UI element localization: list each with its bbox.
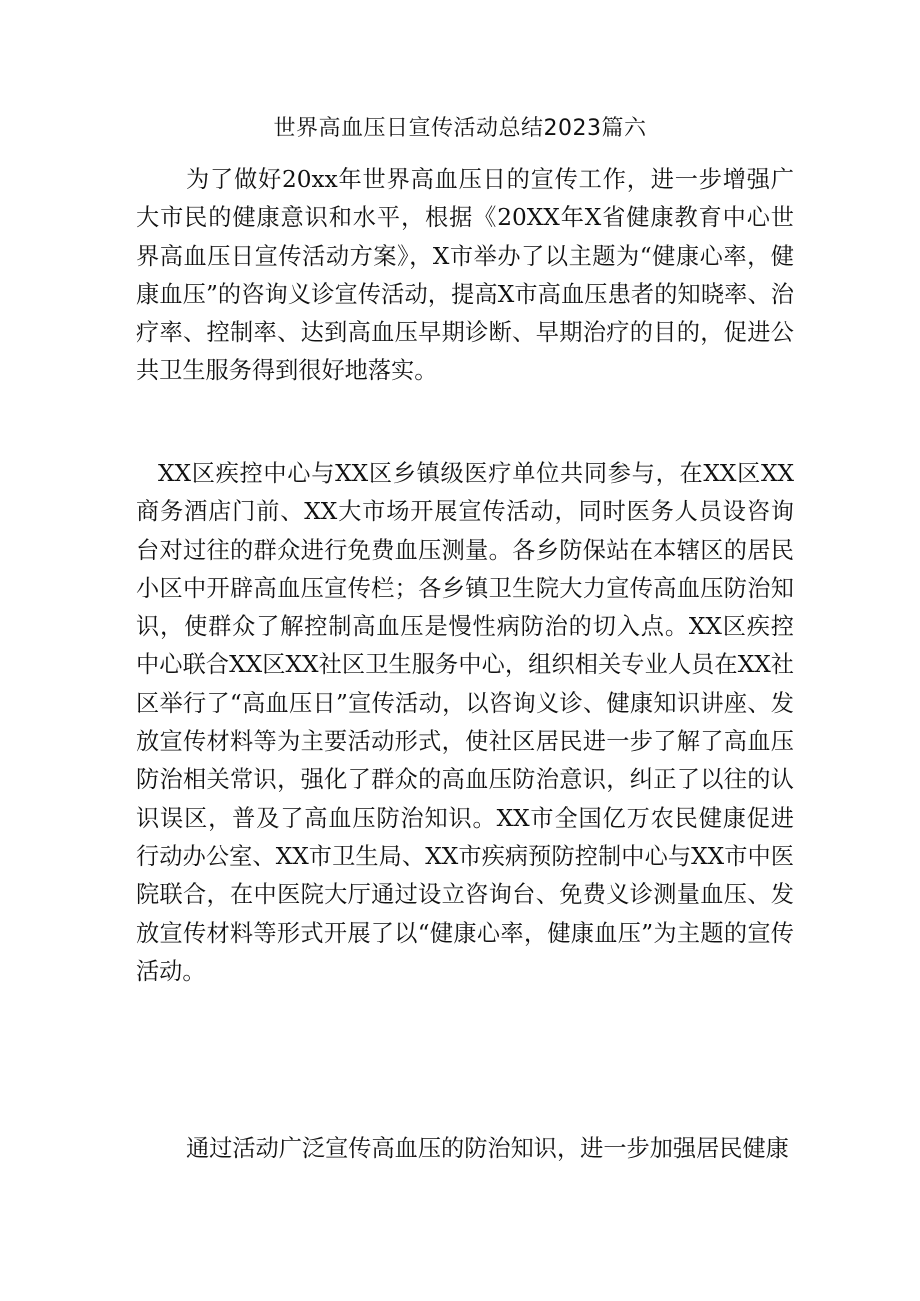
- paragraph-intro: 为了做好20xx年世界高血压日的宣传工作，进一步增强广大市民的健康意识和水平，根据《20XX年X省健康教育中心世界高血压日宣传活动方案》，X市举办了以主题为“健康心率，健康血压”的咨询义诊宣传活动，提高X市高血压患者的知晓率、治疗率、控制率、达到高血压早期诊断、早期治疗的目的，促进公共卫生服务得到很好地落实。: [136, 166, 794, 385]
- document-title: 世界高血压日宣传活动总结2023篇六: [273, 116, 647, 141]
- paragraph-outcome: 通过活动广泛宣传高血压的防治知识，进一步加强居民健康: [186, 1135, 789, 1162]
- paragraph-activities: XX区疾控中心与XX区乡镇级医疗单位共同参与，在XX区XX商务酒店门前、XX大市场开展宣传活动，同时医务人员设咨询台对过往的群众进行免费血压测量。各乡防保站在本辖区的居民小区中开辟高血压宣传栏；各乡镇卫生院大力宣传高血压防治知识，使群众了解控制高血压是慢性病防治的切入点。XX区疾控中心联合XX区XX社区卫生服务中心，组织相关专业人员在XX社区举行了“高血压日”宣传活动，以咨询义诊、健康知识讲座、发放宣传材料等为主要活动形式，使社区居民进一步了解了高血压防治相关常识，强化了群众的高血压防治意识，纠正了以往的认识误区，普及了高血压防治知识。XX市全国亿万农民健康促进行动办公室、XX市卫生局、XX市疾病预防控制中心与XX市中医院联合，在中医院大厅通过设立咨询台、免费义诊测量血压、发放宣传材料等形式开展了以“健康心率，健康血压”为主题的宣传活动。: [136, 460, 794, 985]
